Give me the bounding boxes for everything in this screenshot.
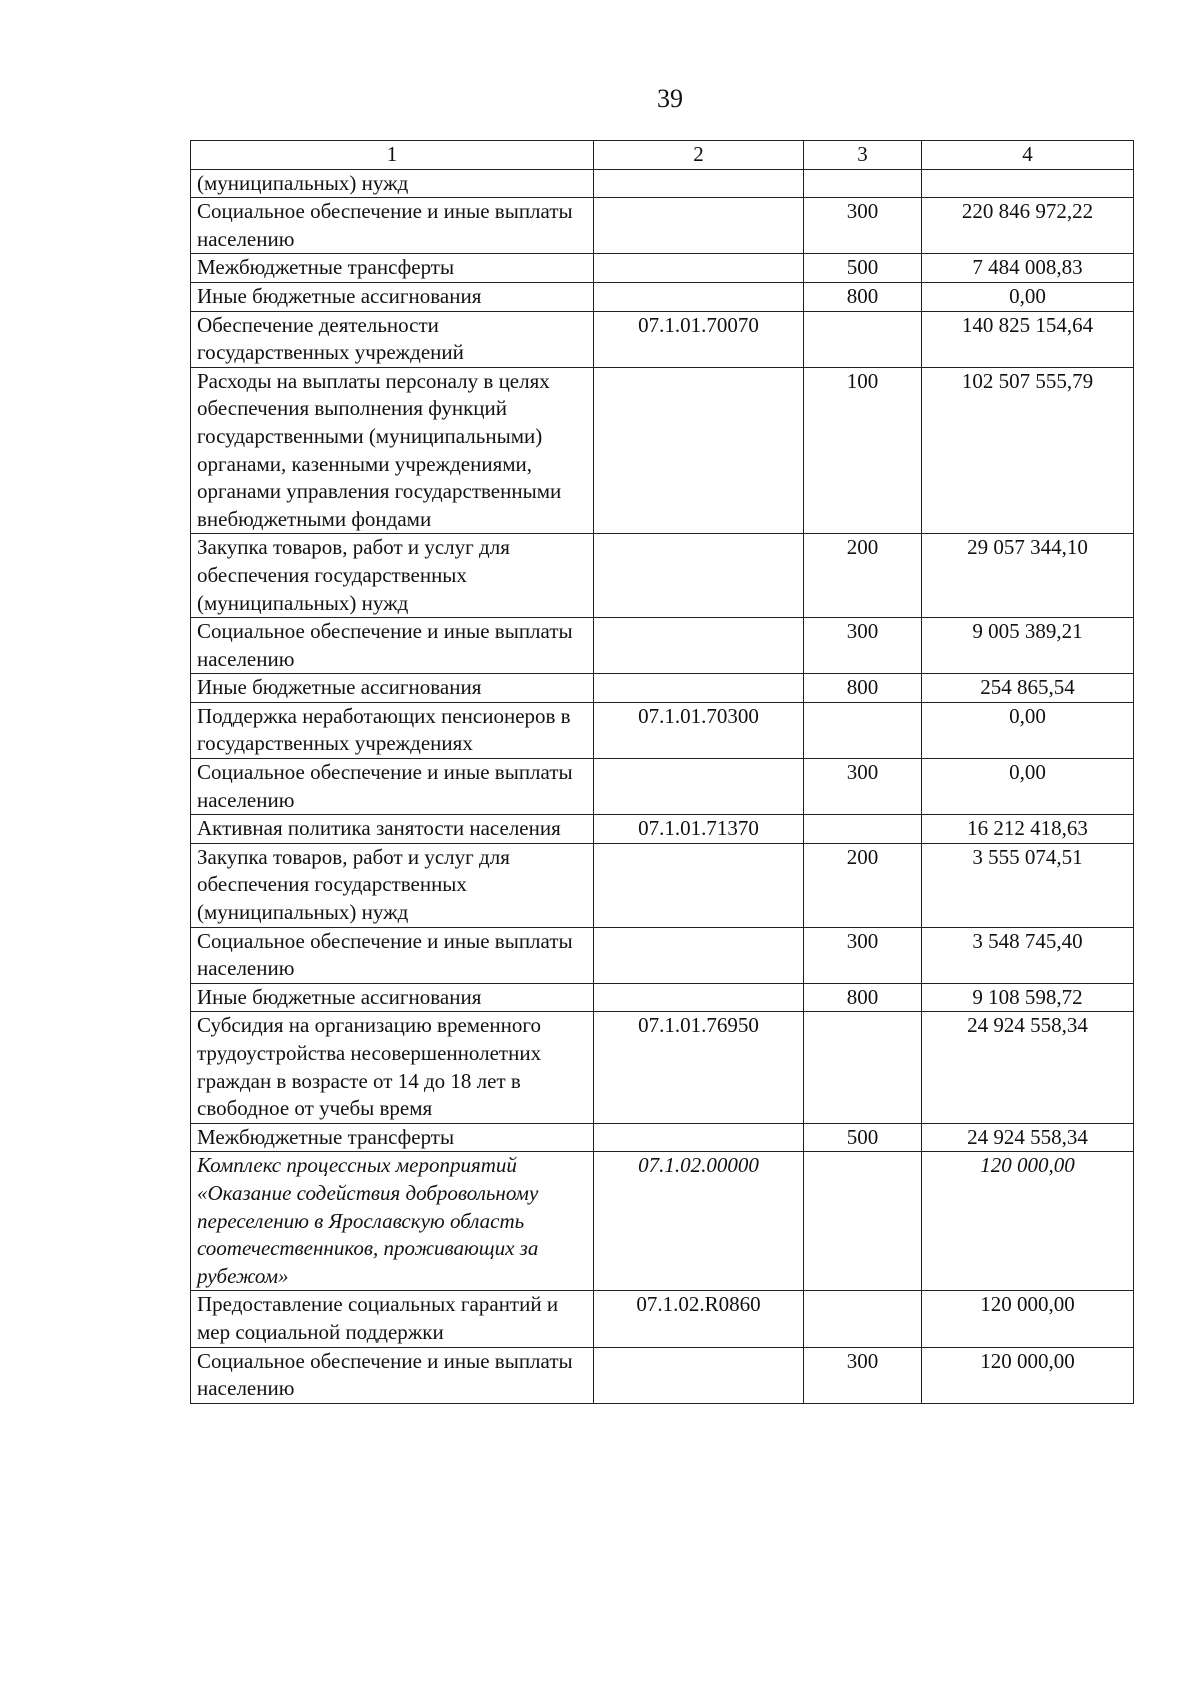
code-cell <box>594 1123 804 1152</box>
type-cell: 300 <box>804 618 922 674</box>
name-cell: Обеспечение деятельности государственных учреждений <box>191 311 594 367</box>
table-row <box>191 759 1134 815</box>
code-cell: 07.1.02.R0860 <box>594 1291 804 1347</box>
column-header: 3 <box>804 141 922 170</box>
amount-cell: 120 000,00 <box>922 1152 1134 1291</box>
type-cell <box>804 1291 922 1347</box>
column-header: 2 <box>594 141 804 170</box>
amount-cell: 120 000,00 <box>922 1347 1134 1403</box>
table-row <box>191 311 1134 367</box>
type-cell <box>804 1012 922 1123</box>
name-cell: Активная политика занятости населения <box>191 815 594 844</box>
code-cell <box>594 843 804 927</box>
type-cell: 300 <box>804 198 922 254</box>
name-cell: Социальное обеспечение и иные выплаты населению <box>191 927 594 983</box>
code-cell: 07.1.02.00000 <box>594 1152 804 1291</box>
budget-table <box>190 140 1134 1404</box>
amount-cell: 9 108 598,72 <box>922 983 1134 1012</box>
type-cell <box>804 311 922 367</box>
name-cell: Социальное обеспечение и иные выплаты населению <box>191 759 594 815</box>
table-row <box>191 674 1134 703</box>
table-row <box>191 534 1134 618</box>
code-cell <box>594 983 804 1012</box>
table-row <box>191 1347 1134 1403</box>
type-cell: 800 <box>804 282 922 311</box>
table-header-row <box>191 141 1134 170</box>
amount-cell: 24 924 558,34 <box>922 1012 1134 1123</box>
code-cell: 07.1.01.70070 <box>594 311 804 367</box>
amount-cell: 29 057 344,10 <box>922 534 1134 618</box>
name-cell: Межбюджетные трансферты <box>191 254 594 283</box>
code-cell <box>594 674 804 703</box>
amount-cell: 254 865,54 <box>922 674 1134 703</box>
amount-cell: 7 484 008,83 <box>922 254 1134 283</box>
name-cell: Иные бюджетные ассигнования <box>191 674 594 703</box>
type-cell: 200 <box>804 843 922 927</box>
name-cell: Поддержка неработающих пенсионеров в государственных учреждениях <box>191 702 594 758</box>
name-cell: Социальное обеспечение и иные выплаты населению <box>191 198 594 254</box>
code-cell <box>594 759 804 815</box>
code-cell <box>594 254 804 283</box>
amount-cell: 220 846 972,22 <box>922 198 1134 254</box>
amount-cell: 140 825 154,64 <box>922 311 1134 367</box>
page-number: 39 <box>657 84 683 113</box>
table-row <box>191 1291 1134 1347</box>
code-cell <box>594 534 804 618</box>
name-cell: Социальное обеспечение и иные выплаты населению <box>191 1347 594 1403</box>
code-cell <box>594 927 804 983</box>
table-row <box>191 282 1134 311</box>
table-row <box>191 169 1134 198</box>
code-cell: 07.1.01.71370 <box>594 815 804 844</box>
type-cell: 500 <box>804 1123 922 1152</box>
amount-cell: 24 924 558,34 <box>922 1123 1134 1152</box>
amount-cell: 3 548 745,40 <box>922 927 1134 983</box>
table-row <box>191 198 1134 254</box>
name-cell: Предоставление социальных гарантий и мер социальной поддержки <box>191 1291 594 1347</box>
table-row <box>191 254 1134 283</box>
code-cell: 07.1.01.76950 <box>594 1012 804 1123</box>
table-row <box>191 1152 1134 1291</box>
table-row <box>191 843 1134 927</box>
table-row <box>191 702 1134 758</box>
type-cell: 800 <box>804 674 922 703</box>
type-cell: 800 <box>804 983 922 1012</box>
table-row <box>191 927 1134 983</box>
type-cell <box>804 815 922 844</box>
name-cell: Социальное обеспечение и иные выплаты населению <box>191 618 594 674</box>
amount-cell: 0,00 <box>922 702 1134 758</box>
name-cell: (муниципальных) нужд <box>191 169 594 198</box>
column-header: 4 <box>922 141 1134 170</box>
amount-cell: 3 555 074,51 <box>922 843 1134 927</box>
amount-cell: 9 005 389,21 <box>922 618 1134 674</box>
column-header: 1 <box>191 141 594 170</box>
table-row <box>191 1012 1134 1123</box>
table-row <box>191 367 1134 534</box>
table-row <box>191 1123 1134 1152</box>
type-cell: 300 <box>804 1347 922 1403</box>
type-cell: 100 <box>804 367 922 534</box>
code-cell: 07.1.01.70300 <box>594 702 804 758</box>
name-cell: Межбюджетные трансферты <box>191 1123 594 1152</box>
name-cell: Комплекс процессных мероприятий «Оказание содействия добровольному переселению в Ярославскую область соотечественников, проживающих за рубежом» <box>191 1152 594 1291</box>
amount-cell: 0,00 <box>922 759 1134 815</box>
code-cell <box>594 1347 804 1403</box>
type-cell <box>804 1152 922 1291</box>
amount-cell: 0,00 <box>922 282 1134 311</box>
table-row <box>191 815 1134 844</box>
code-cell <box>594 367 804 534</box>
type-cell: 300 <box>804 927 922 983</box>
type-cell: 500 <box>804 254 922 283</box>
type-cell: 200 <box>804 534 922 618</box>
name-cell: Закупка товаров, работ и услуг для обеспечения государственных (муниципальных) нужд <box>191 843 594 927</box>
type-cell: 300 <box>804 759 922 815</box>
name-cell: Субсидия на организацию временного трудоустройства несовершеннолетних граждан в возрасте от 14 до 18 лет в свободное от учебы время <box>191 1012 594 1123</box>
amount-cell: 102 507 555,79 <box>922 367 1134 534</box>
code-cell <box>594 282 804 311</box>
type-cell <box>804 169 922 198</box>
name-cell: Иные бюджетные ассигнования <box>191 282 594 311</box>
type-cell <box>804 702 922 758</box>
code-cell <box>594 169 804 198</box>
code-cell <box>594 198 804 254</box>
table-row <box>191 983 1134 1012</box>
name-cell: Иные бюджетные ассигнования <box>191 983 594 1012</box>
table-row <box>191 618 1134 674</box>
name-cell: Расходы на выплаты персоналу в целях обеспечения выполнения функций государственными (муниципальными) органами, казенными учреждениями, органами управления государственными внебюджетными фондами <box>191 367 594 534</box>
code-cell <box>594 618 804 674</box>
amount-cell <box>922 169 1134 198</box>
name-cell: Закупка товаров, работ и услуг для обеспечения государственных (муниципальных) нужд <box>191 534 594 618</box>
table-body <box>191 169 1134 1403</box>
amount-cell: 16 212 418,63 <box>922 815 1134 844</box>
amount-cell: 120 000,00 <box>922 1291 1134 1347</box>
